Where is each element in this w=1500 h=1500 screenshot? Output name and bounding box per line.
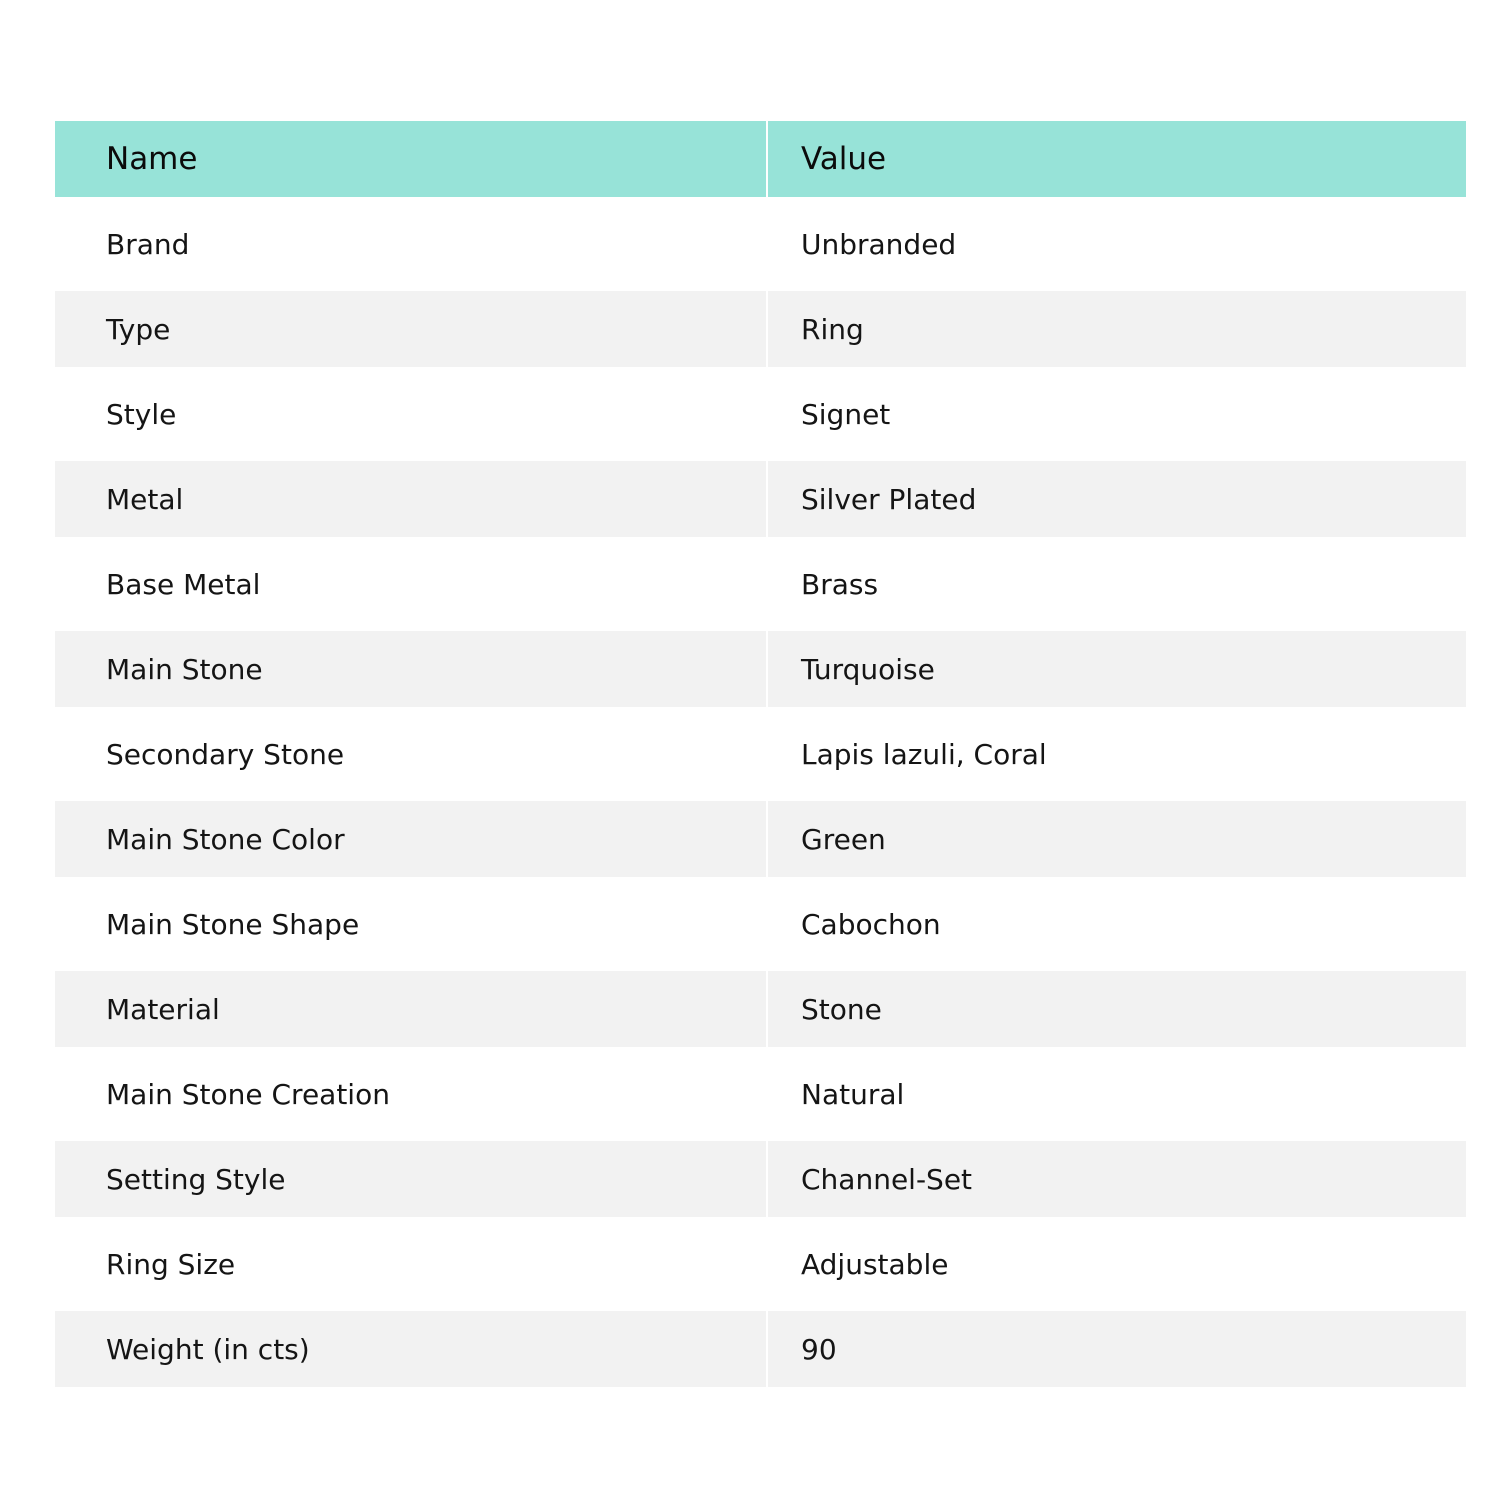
row-value-setting-style: Channel-Set [766, 1141, 1466, 1217]
table-row [55, 1047, 1466, 1141]
row-value-secondary-stone: Lapis lazuli, Coral [766, 707, 1466, 801]
table-body [55, 197, 1466, 1387]
table-row [55, 197, 1466, 291]
row-name-main-stone-shape: Main Stone Shape [55, 877, 766, 971]
row-name-metal: Metal [55, 461, 766, 537]
row-value-style: Signet [766, 367, 1466, 461]
row-value-type: Ring [766, 291, 1466, 367]
item-specifics-table [55, 121, 1466, 1387]
row-value-ring-size: Adjustable [766, 1217, 1466, 1311]
row-name-material: Material [55, 971, 766, 1047]
row-value-main-stone-color: Green [766, 801, 1466, 877]
row-value-metal: Silver Plated [766, 461, 1466, 537]
row-value-weight: 90 [766, 1311, 1466, 1387]
table-row [55, 537, 1466, 631]
table-row [55, 971, 1466, 1047]
row-name-brand: Brand [55, 197, 766, 291]
row-value-base-metal: Brass [766, 537, 1466, 631]
table-row [55, 1141, 1466, 1217]
header-row [55, 121, 1466, 197]
row-name-style: Style [55, 367, 766, 461]
row-name-setting-style: Setting Style [55, 1141, 766, 1217]
row-value-main-stone: Turquoise [766, 631, 1466, 707]
table-row [55, 877, 1466, 971]
table-row [55, 367, 1466, 461]
row-name-weight: Weight (in cts) [55, 1311, 766, 1387]
table-row [55, 291, 1466, 367]
row-value-main-stone-creation: Natural [766, 1047, 1466, 1141]
table-header [55, 121, 1466, 197]
row-value-brand: Unbranded [766, 197, 1466, 291]
row-value-main-stone-shape: Cabochon [766, 877, 1466, 971]
header-name: Name [55, 121, 766, 197]
row-name-type: Type [55, 291, 766, 367]
row-name-base-metal: Base Metal [55, 537, 766, 631]
table-row [55, 707, 1466, 801]
table-row [55, 801, 1466, 877]
row-value-material: Stone [766, 971, 1466, 1047]
table-row [55, 1217, 1466, 1311]
header-value: Value [766, 121, 1466, 197]
table-row [55, 1311, 1466, 1387]
table-row [55, 461, 1466, 537]
table-row [55, 631, 1466, 707]
row-name-ring-size: Ring Size [55, 1217, 766, 1311]
row-name-secondary-stone: Secondary Stone [55, 707, 766, 801]
row-name-main-stone-color: Main Stone Color [55, 801, 766, 877]
row-name-main-stone: Main Stone [55, 631, 766, 707]
row-name-main-stone-creation: Main Stone Creation [55, 1047, 766, 1141]
